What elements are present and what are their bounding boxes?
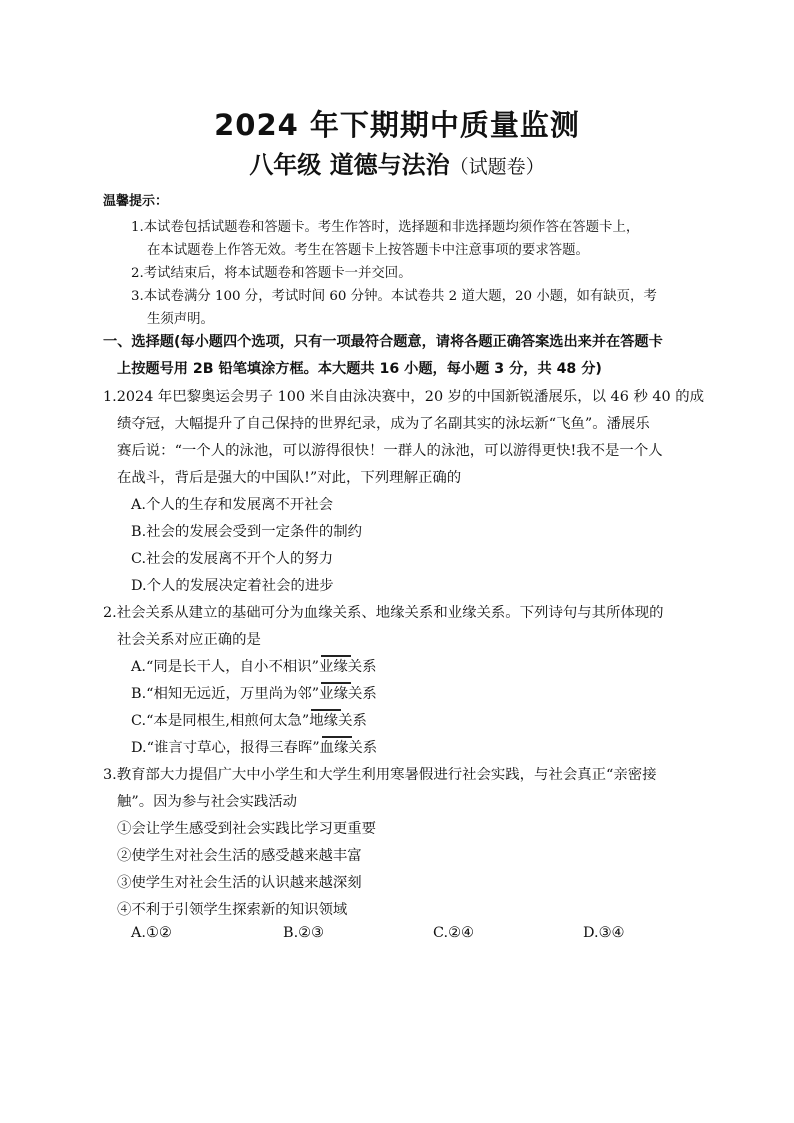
notice-item-2: 2.考试结束后，将本试题卷和答题卡一并交回。: [131, 266, 412, 281]
subtitle-paren: （试题卷）: [449, 156, 545, 178]
q3-statement-2: ②使学生对社会生活的感受越来越丰富: [117, 848, 362, 864]
notice-item-1-line-2: 在本试题卷上作答无效。考生在答题卡上按答题卡中注意事项的要求答题。: [147, 243, 589, 258]
dash-separator: [322, 736, 352, 738]
q2-option-b-relation: 业缘关系: [319, 686, 377, 702]
q1-option-a: A.个人的生存和发展离不开社会: [131, 497, 334, 513]
q3-statement-1: ①会让学生感受到社会实践比学习更重要: [117, 821, 377, 837]
q1-option-c: C.社会的发展离不开个人的努力: [131, 551, 334, 567]
q3-choice-d: D.③④: [583, 925, 625, 941]
q1-stem-line-2: 绩夺冠，大幅提升了自己保持的世界纪录，成为了名副其实的泳坛新“飞鱼”。潘展乐: [117, 416, 650, 432]
q3-statement-3: ③使学生对社会生活的认识越来越深刻: [117, 875, 362, 891]
subtitle-main: 八年级 道德与法治: [249, 151, 450, 179]
q2-stem-line-2: 社会关系对应正确的是: [117, 632, 261, 648]
q3-stem-line-1: 3.教育部大力提倡广大中小学生和大学生利用寒暑假进行社会实践，与社会真正“亲密接: [103, 767, 657, 783]
section-heading-line-1: 一、选择题(每小题四个选项，只有一项最符合题意，请将各题正确答案选出来并在答题卡: [103, 334, 663, 350]
dash-separator: [321, 682, 351, 684]
notice-item-3-line-1: 3.本试卷满分 100 分，考试时间 60 分钟。本试卷共 2 道大题，20 小题，如有缺页，考: [131, 289, 657, 304]
notice-item-1-line-1: 1.本试卷包括试题卷和答题卡。考生作答时，选择题和非选择题均须作答在答题卡上，: [131, 220, 640, 235]
q2-option-a-relation: 业缘关系: [318, 659, 377, 675]
notice-item-3-line-2: 生须声明。: [147, 312, 214, 327]
dash-separator: [311, 709, 341, 711]
q2-option-a: [131, 655, 377, 676]
q1-option-b: B.社会的发展会受到一定条件的制约: [131, 524, 363, 540]
q3-choice-b: B.②③: [283, 925, 324, 941]
q2-option-b-text: B.“相知无远近，万里尚为邻”: [131, 686, 320, 702]
q2-option-a-text: A.“同是长干人，自小不相识”: [131, 659, 319, 675]
q1-stem-line-1: 1.2024 年巴黎奥运会男子 100 米自由泳决赛中，20 岁的中国新锐潘展乐，以 46 秒 40 的成: [103, 389, 705, 405]
q3-choice-a: A.①②: [131, 925, 172, 941]
q1-option-d: D.个人的发展决定着社会的进步: [131, 578, 334, 594]
section-heading-line-2: 上按题号用 2B 铅笔填涂方框。本大题共 16 小题，每小题 3 分，共 48 分): [117, 361, 602, 377]
dash-separator: [321, 655, 351, 657]
q2-option-b: [131, 682, 377, 703]
q2-option-c-relation: 地缘关系: [309, 713, 367, 729]
q2-stem-line-1: 2.社会关系从建立的基础可分为血缘关系、地缘关系和业缘关系。下列诗句与其所体现的: [103, 605, 664, 621]
page-subtitle: [0, 145, 794, 180]
q2-option-d: [131, 736, 377, 757]
q1-stem-line-3: 赛后说：“一个人的泳池，可以游得很快！一群人的泳池，可以游得更快!我不是一个人: [117, 443, 663, 459]
q2-option-c: [131, 709, 367, 730]
notice-title: 温馨提示：: [103, 194, 169, 209]
q2-option-c-text: C.“本是同根生,相煎何太急”: [131, 713, 310, 729]
q2-option-d-text: D.“谁言寸草心，报得三春晖”: [131, 740, 320, 756]
page-title: 2024 年下期期中质量监测: [214, 108, 580, 142]
q1-stem-line-4: 在战斗，背后是强大的中国队!”对此，下列理解正确的: [117, 470, 462, 486]
q3-stem-line-2: 触”。因为参与社会实践活动: [117, 794, 298, 810]
q2-option-d-relation: 血缘关系: [319, 740, 378, 756]
q3-choice-c: C.②④: [433, 925, 474, 941]
q3-statement-4: ④不利于引领学生探索新的知识领域: [117, 902, 348, 918]
